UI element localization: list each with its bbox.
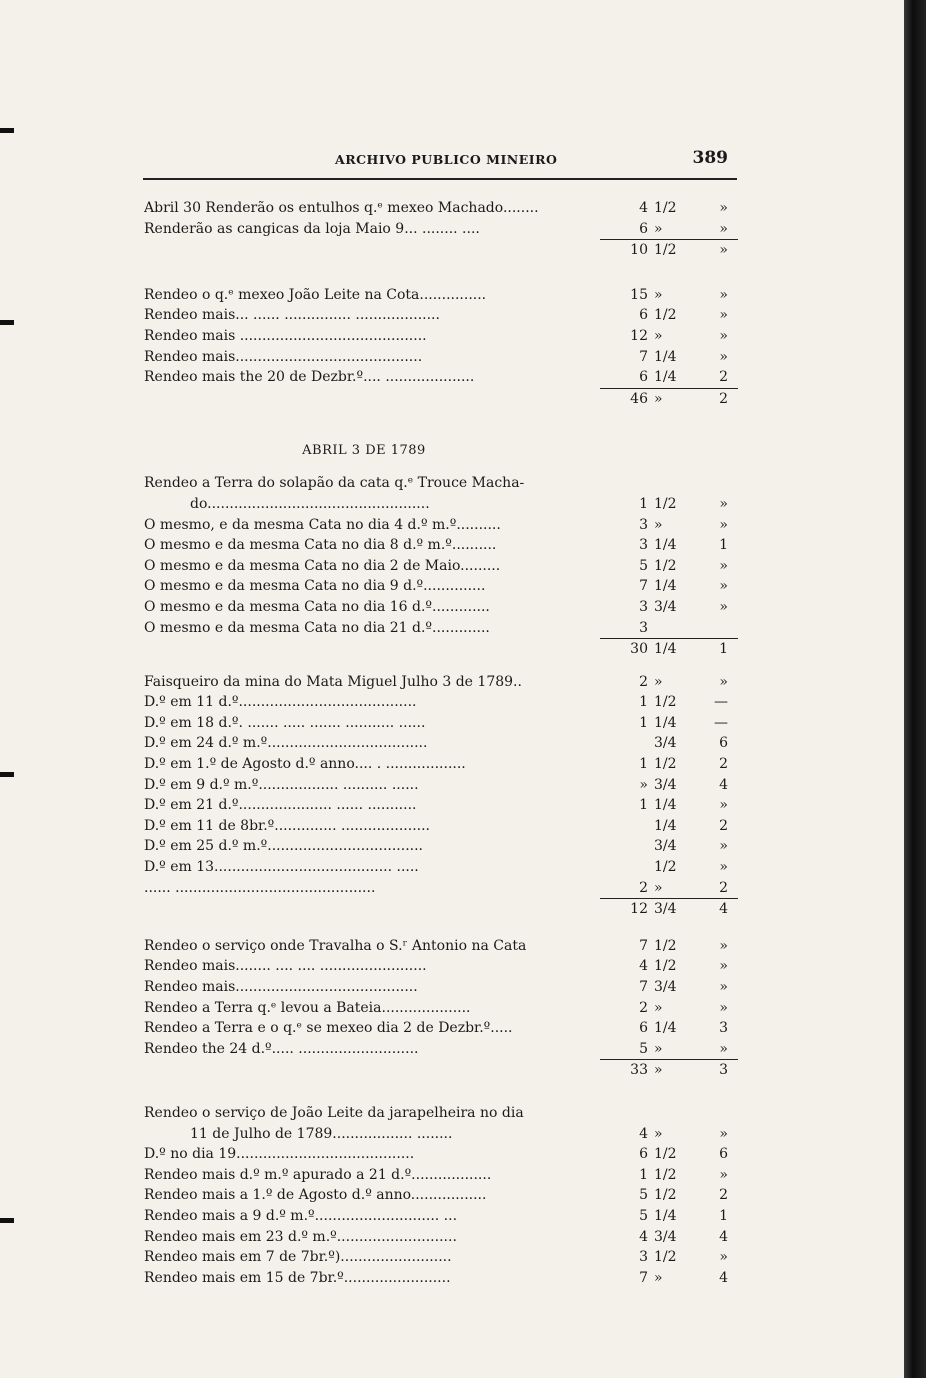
block-spacer <box>144 660 744 672</box>
ledger-row <box>144 672 744 693</box>
entry-description: Rendeo mais em 23 d.º m.º........................... <box>144 1228 457 1245</box>
amount-fraction: 1/4 <box>654 817 677 834</box>
amount-whole: 6 <box>639 1146 648 1163</box>
amount-whole: 4 <box>639 1228 648 1245</box>
ledger-row <box>144 754 744 775</box>
ledger-row <box>144 305 744 326</box>
amount-whole: 6 <box>639 369 648 386</box>
subtotal-c3: 3 <box>719 1062 728 1079</box>
amount-fraction: 1/2 <box>654 958 677 975</box>
entry-description: Rendeo mais.......................................... <box>144 348 423 365</box>
amount-whole: 1 <box>639 714 648 731</box>
ledger-row <box>144 1124 744 1145</box>
amount-whole: 5 <box>639 557 648 574</box>
margin-mark <box>0 128 14 133</box>
amount-minor: — <box>714 694 728 711</box>
ledger-row <box>144 576 744 597</box>
entry-description: O mesmo e da mesma Cata no dia 21 d.º............. <box>144 619 490 636</box>
amount-minor: » <box>719 200 728 216</box>
amount-minor <box>698 618 728 639</box>
entry-description: Rendeo a Terra q.ᵉ levou a Bateia.................... <box>144 999 471 1016</box>
amount-whole: 6 <box>639 1020 648 1037</box>
ledger-row <box>144 713 744 734</box>
subtotal-c2: » <box>654 1062 663 1079</box>
entry-description: Rendeo a Terra do solapão da cata q.ᵉ Trouce Macha- <box>144 475 525 492</box>
ledger-row <box>144 494 744 515</box>
amount-fraction: 3/4 <box>654 979 677 995</box>
subtotal-c1: 12 <box>630 901 648 918</box>
entry-description: ...... ............................................. <box>144 879 376 896</box>
ledger-row <box>144 198 744 219</box>
entry-description: D.º em 13........................................ ..... <box>144 859 419 876</box>
amount-minor: » <box>719 578 728 595</box>
amount-fraction: » <box>654 220 663 237</box>
subtotal-c3: 4 <box>719 901 728 918</box>
amount-whole: 3 <box>639 619 648 636</box>
amount-minor: 2 <box>719 369 728 386</box>
amount-whole: 3 <box>639 537 648 554</box>
ledger-row <box>144 836 744 857</box>
amount-fraction: 1/2 <box>654 1187 677 1204</box>
ledger-row <box>144 1103 744 1124</box>
amount-whole <box>578 836 654 857</box>
subtotal-c1: 30 <box>630 641 648 658</box>
running-title: ARCHIVO PUBLICO MINEIRO <box>335 152 558 167</box>
subtotal-c2: 1/2 <box>654 242 677 259</box>
subtotal-c3: 1 <box>719 641 728 658</box>
entry-description: Rendeo mais d.º m.º apurado a 21 d.º.................. <box>144 1166 492 1183</box>
amount-fraction <box>654 618 698 639</box>
amount-minor: » <box>719 1040 728 1057</box>
subtotal-c1: 33 <box>630 1062 648 1079</box>
ledger-row <box>144 1268 744 1289</box>
entry-description: Rendeo mais the 20 de Dezbr.º.... .................... <box>144 369 475 386</box>
amount-minor: » <box>719 937 728 954</box>
amount-whole: 1 <box>639 495 648 512</box>
amount-whole <box>578 1103 654 1124</box>
header-rule <box>143 178 737 180</box>
margin-mark <box>0 1218 14 1223</box>
ledger-row <box>144 347 744 368</box>
entry-description: D.º em 18 d.º. ....... ..... ....... ........... ...... <box>144 714 426 731</box>
amount-minor: » <box>719 327 728 344</box>
subtotal-c1: 46 <box>630 390 648 407</box>
ledger-row <box>144 556 744 577</box>
amount-fraction: 3/4 <box>654 1228 677 1245</box>
ledger-row <box>144 1247 744 1268</box>
subtotal-row <box>600 638 738 660</box>
amount-fraction: » <box>654 999 663 1016</box>
amount-minor: 6 <box>719 735 728 752</box>
margin-mark <box>0 772 14 777</box>
entry-description: O mesmo e da mesma Cata no dia 16 d.º............. <box>144 598 490 615</box>
subtotal-c1: 10 <box>630 242 648 259</box>
amount-fraction: » <box>654 673 663 690</box>
entry-description: Rendeo o serviço onde Travalha o S.ʳ Antonio na Cata <box>144 937 527 954</box>
block-spacer <box>144 261 744 285</box>
amount-minor: » <box>719 598 728 615</box>
amount-fraction: » <box>654 327 663 344</box>
ledger-table <box>144 198 744 1288</box>
ledger-row <box>144 775 744 796</box>
entry-description: Rendeo mais........ .... .... ........................ <box>144 958 427 975</box>
amount-whole: 6 <box>639 307 648 324</box>
amount-minor: » <box>719 958 728 975</box>
margin-mark <box>0 320 14 325</box>
amount-minor: » <box>719 859 728 876</box>
amount-whole: 3 <box>639 1249 648 1266</box>
entry-description: O mesmo e da mesma Cata no dia 9 d.º.............. <box>144 578 486 595</box>
amount-minor: 1 <box>719 537 728 554</box>
amount-whole: 1 <box>639 756 648 773</box>
entry-description: Rendeo a Terra e o q.ᵉ se mexeo dia 2 de Dezbr.º..... <box>144 1020 513 1037</box>
amount-fraction: 3/4 <box>654 776 677 793</box>
ledger-row <box>144 1206 744 1227</box>
amount-whole: 5 <box>639 1040 648 1057</box>
ledger-row <box>144 1144 744 1165</box>
subtotal-c2: 1/4 <box>654 641 677 658</box>
amount-fraction: 3/4 <box>654 598 677 615</box>
amount-minor: » <box>719 220 728 237</box>
amount-whole: 1 <box>639 694 648 711</box>
subtotal-c3: 2 <box>719 390 728 407</box>
ledger-row <box>144 1185 744 1206</box>
amount-whole: 4 <box>639 1125 648 1142</box>
ledger-row <box>144 936 744 957</box>
amount-minor: 3 <box>719 1020 728 1037</box>
amount-whole: 5 <box>639 1207 648 1224</box>
amount-fraction: 1/2 <box>654 859 677 876</box>
amount-fraction: » <box>654 879 663 896</box>
amount-whole: 4 <box>639 200 648 216</box>
entry-description: D.º em 25 d.º m.º................................... <box>144 838 423 855</box>
ledger-row <box>144 692 744 713</box>
ledger-row <box>144 618 744 639</box>
amount-minor: » <box>719 999 728 1016</box>
amount-minor: » <box>719 516 728 533</box>
amount-minor: 2 <box>719 756 728 773</box>
amount-whole: 5 <box>639 1187 648 1204</box>
entry-description: Renderão as cangicas da loja Maio 9... ........ .... <box>144 220 480 237</box>
entry-description: do.................................................. <box>190 495 430 512</box>
amount-fraction: » <box>654 516 663 533</box>
amount-fraction: » <box>654 286 663 303</box>
amount-fraction: » <box>654 1040 663 1057</box>
amount-fraction: 3/4 <box>654 838 677 855</box>
block-spacer <box>144 409 744 429</box>
ledger-row <box>144 998 744 1019</box>
subtotal-row <box>600 1059 738 1081</box>
block-spacer <box>144 920 744 936</box>
ledger-row <box>144 285 744 306</box>
amount-whole: 7 <box>639 578 648 595</box>
amount-fraction <box>654 1103 698 1124</box>
page-header <box>140 148 740 174</box>
amount-whole: 1 <box>639 1166 648 1183</box>
amount-whole: 2 <box>639 879 648 896</box>
amount-minor: 1 <box>719 1207 728 1224</box>
entry-description: 11 de Julho de 1789.................. ........ <box>190 1125 453 1142</box>
amount-fraction: 1/4 <box>654 348 677 365</box>
amount-whole: 7 <box>639 348 648 365</box>
amount-minor: » <box>719 673 728 690</box>
ledger-row <box>144 597 744 618</box>
amount-whole <box>578 473 654 494</box>
amount-whole: 3 <box>639 516 648 533</box>
entry-description: D.º em 21 d.º..................... ...... ........... <box>144 797 417 814</box>
entry-description: D.º em 11 de 8br.º.............. .................... <box>144 817 430 834</box>
amount-fraction: 1/2 <box>654 557 677 574</box>
amount-fraction: 1/2 <box>654 1146 677 1163</box>
amount-minor <box>698 1103 728 1124</box>
amount-minor: 6 <box>719 1146 728 1163</box>
amount-whole <box>578 816 654 837</box>
amount-fraction: 1/4 <box>654 1020 677 1037</box>
amount-whole: 7 <box>639 979 648 995</box>
amount-fraction: 1/4 <box>654 369 677 386</box>
ledger-row <box>144 515 744 536</box>
amount-fraction: 1/2 <box>654 1166 677 1183</box>
amount-fraction: 1/2 <box>654 1249 677 1266</box>
entry-description: Rendeo mais em 15 de 7br.º........................ <box>144 1269 451 1286</box>
subtotal-row <box>600 239 738 261</box>
ledger-row <box>144 473 744 494</box>
amount-minor: 2 <box>719 1187 728 1204</box>
entry-description: Faisqueiro da mina do Mata Miguel Julho 3 de 1789.. <box>144 673 522 690</box>
amount-whole: 2 <box>639 999 648 1016</box>
amount-fraction: 1/4 <box>654 537 677 554</box>
amount-fraction: 3/4 <box>654 735 677 752</box>
ledger-row <box>144 956 744 977</box>
entry-description: D.º em 11 d.º........................................ <box>144 694 417 711</box>
amount-minor: » <box>719 286 728 303</box>
entry-description: O mesmo e da mesma Cata no dia 2 de Maio......... <box>144 557 501 574</box>
subtotal-c2: » <box>654 390 663 407</box>
amount-whole: 6 <box>639 220 648 237</box>
ledger-row <box>144 535 744 556</box>
amount-minor: 4 <box>719 1269 728 1286</box>
subtotal-row <box>600 388 738 410</box>
amount-minor: » <box>719 1249 728 1266</box>
amount-fraction: 1/4 <box>654 578 677 595</box>
amount-fraction: 1/2 <box>654 307 677 324</box>
entry-description: D.º no dia 19........................................ <box>144 1146 415 1163</box>
amount-minor: 2 <box>719 879 728 896</box>
section-heading: ABRIL 3 DE 1789 <box>302 443 426 459</box>
amount-whole: 7 <box>639 937 648 954</box>
amount-whole: 3 <box>639 598 648 615</box>
amount-fraction <box>654 473 698 494</box>
amount-fraction: » <box>654 1269 663 1286</box>
amount-minor: » <box>719 495 728 512</box>
amount-fraction: 1/2 <box>654 495 677 512</box>
entry-description: Rendeo mais em 7 de 7br.º)......................... <box>144 1249 452 1266</box>
subtotal-c2: 3/4 <box>654 901 677 918</box>
amount-minor <box>698 473 728 494</box>
amount-minor: » <box>719 797 728 814</box>
ledger-row <box>144 1039 744 1060</box>
entry-description: Rendeo mais... ...... ............... ................... <box>144 307 440 324</box>
amount-fraction: 1/2 <box>654 200 677 216</box>
subtotal-row <box>600 898 738 920</box>
entry-description: Rendeo mais a 1.º de Agosto d.º anno................. <box>144 1187 487 1204</box>
amount-minor: 2 <box>719 817 728 834</box>
amount-whole <box>578 857 654 878</box>
amount-whole <box>578 733 654 754</box>
amount-minor: » <box>719 1166 728 1183</box>
entry-description: O mesmo e da mesma Cata no dia 8 d.º m.º.......... <box>144 537 497 554</box>
entry-description: D.º em 1.º de Agosto d.º anno.... . .................. <box>144 756 466 773</box>
ledger-row <box>144 795 744 816</box>
amount-minor: 4 <box>719 1228 728 1245</box>
amount-whole: 7 <box>639 1269 648 1286</box>
amount-minor: » <box>719 307 728 324</box>
amount-minor: » <box>719 979 728 995</box>
ledger-row <box>144 878 744 899</box>
amount-whole: 12 <box>630 327 648 344</box>
ledger-row <box>144 367 744 388</box>
amount-fraction: 1/4 <box>654 1207 677 1224</box>
amount-minor: » <box>719 557 728 574</box>
amount-minor: » <box>719 838 728 855</box>
entry-description: Rendeo mais a 9 d.º m.º............................ ... <box>144 1207 458 1224</box>
amount-whole: 2 <box>639 673 648 690</box>
amount-fraction: 1/4 <box>654 714 677 731</box>
amount-fraction: 1/2 <box>654 937 677 954</box>
amount-minor: » <box>719 348 728 365</box>
ledger-row <box>144 326 744 347</box>
ledger-row <box>144 857 744 878</box>
entry-description: D.º em 24 d.º m.º.................................... <box>144 735 428 752</box>
amount-minor: » <box>719 1125 728 1142</box>
amount-minor: 4 <box>719 776 728 793</box>
ledger-row <box>144 733 744 754</box>
page-edge-shadow <box>904 0 926 1378</box>
amount-minor: — <box>714 714 728 731</box>
entry-description: Abril 30 Renderão os entulhos q.ᵉ mexeo Machado........ <box>144 200 539 216</box>
entry-description: D.º em 9 d.º m.º.................. .......... ...... <box>144 776 419 793</box>
ledger-row <box>144 1018 744 1039</box>
ledger-row <box>144 219 744 240</box>
page-number: 389 <box>692 148 728 168</box>
amount-whole: 4 <box>639 958 648 975</box>
subtotal-c3: » <box>719 242 728 259</box>
entry-description: Rendeo mais......................................... <box>144 979 418 995</box>
amount-whole: 15 <box>630 286 648 303</box>
entry-description: O mesmo, e da mesma Cata no dia 4 d.º m.º.......... <box>144 516 501 533</box>
ledger-row <box>144 1227 744 1248</box>
amount-whole: » <box>639 776 648 793</box>
amount-fraction: 1/4 <box>654 797 677 814</box>
amount-fraction: 1/2 <box>654 756 677 773</box>
ledger-row <box>144 816 744 837</box>
amount-whole: 1 <box>639 797 648 814</box>
amount-fraction: 1/2 <box>654 694 677 711</box>
block-spacer <box>144 1081 744 1103</box>
ledger-row <box>144 1165 744 1186</box>
ledger-row <box>144 977 744 998</box>
entry-description: Rendeo o q.ᵉ mexeo João Leite na Cota............... <box>144 286 487 303</box>
entry-description: Rendeo the 24 d.º..... ........................... <box>144 1040 419 1057</box>
entry-description: Rendeo o serviço de João Leite da jarapelheira no dia <box>144 1104 524 1121</box>
amount-fraction: » <box>654 1125 663 1142</box>
entry-description: Rendeo mais .......................................... <box>144 327 427 344</box>
